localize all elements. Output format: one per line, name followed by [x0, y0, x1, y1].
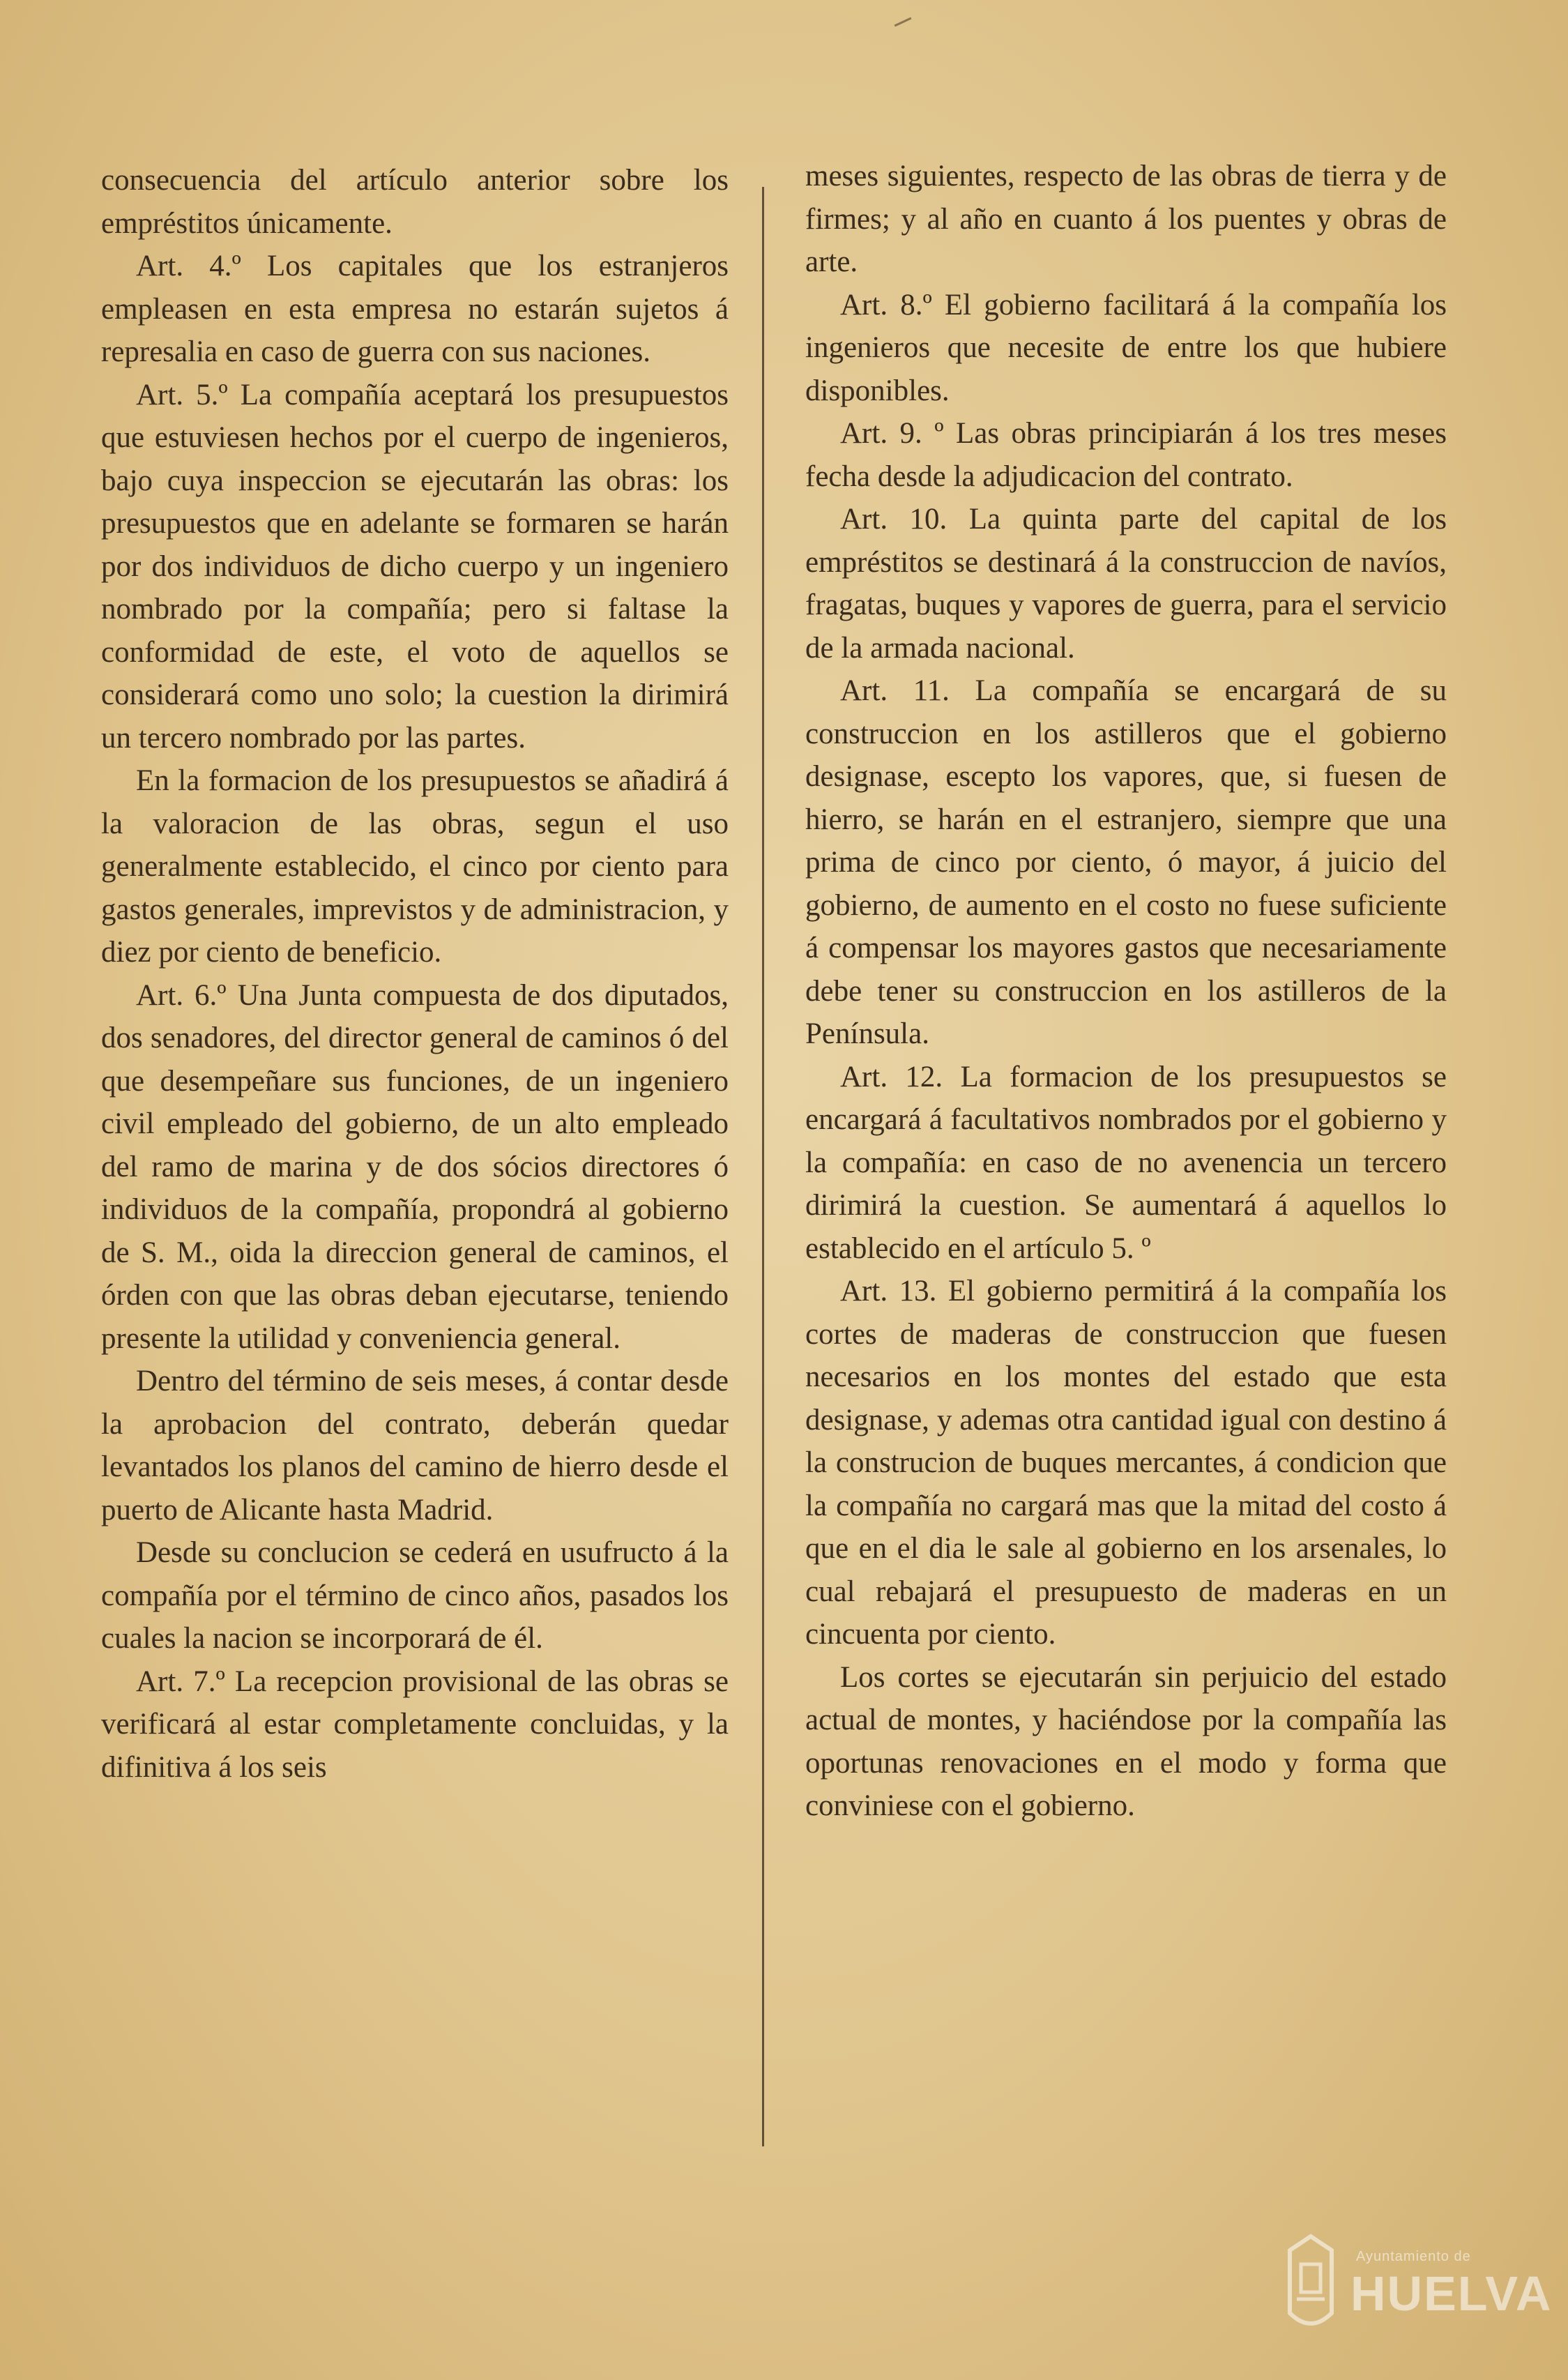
paragraph-art-13: Art. 13. El gobierno permitirá á la compañía los cortes de maderas de construccion que fuesen necesarios en los montes del estado que esta designase, y ademas otra cantidad igual con destino á la construcion de buques mercantes, á condicion que la compañía no cargará mas que la mitad del costo á que en el dia le sale al gobierno en los arsenales, lo cual rebajará el presupuesto de maderas en un cincuenta por ciento.	[805, 1275, 1447, 1651]
paragraph-art-7: Art. 7.º La recepcion provisional de las obras se verificará al estar completamente concluidas, y la difinitiva á los seis	[101, 1665, 729, 1784]
paragraph-art-8: Art. 8.º El gobierno facilitará á la compañía los ingenieros que necesite de entre los que hubiere disponibles.	[805, 288, 1447, 407]
paragraph: meses siguientes, respecto de las obras de tierra y de firmes; y al año en cuanto á los puentes y obras de arte.	[805, 160, 1447, 278]
paragraph-art-6: Art. 6.º Una Junta compuesta de dos diputados, dos senadores, del director general de caminos ó del que desempeñare sus funciones, de un ingeniero civil empleado del gobierno, de un alto empleado del ramo de marina y de dos sócios directores ó individuos de la compañía, propondrá al gobierno de S. M., oida la direccion general de caminos, el órden con que las obras deban ejecutarse, teniendo presente la utilidad y conveniencia general.	[101, 978, 729, 1355]
paragraph: En la formacion de los presupuestos se añadirá á la valoracion de las obras, segun el uso generalmente establecido, el cinco por ciento para gastos generales, imprevistos y de administracion, y diez por ciento de beneficio.	[101, 764, 729, 969]
paragraph-art-12: Art. 12. La formacion de los presupuestos se encargará á facultativos nombrados por el gobierno y la compañía: en caso de no avenencia un tercero dirimirá la cuestion. Se aumentará á aquellos lo establecido en el artículo 5. º	[805, 1060, 1447, 1265]
right-column	[805, 155, 1447, 1828]
paragraph-art-11: Art. 11. La compañía se encargará de su construccion en los astilleros que el gobierno designase, escepto los vapores, que, si fuesen de hierro, se harán en el estranjero, siempre que una prima de cinco por ciento, ó mayor, á juicio del gobierno, de aumento en el costo no fuese suficiente á compensar los mayores gastos que necesariamente debe tener su construccion en los astilleros de la Península.	[805, 674, 1447, 1050]
watermark-logo	[1272, 2221, 1553, 2350]
left-column	[101, 159, 729, 1789]
paragraph: Los cortes se ejecutarán sin perjuicio del estado actual de montes, y haciéndose por la compañía las oportunas renovaciones en el modo y forma que conviniese con el gobierno.	[805, 1660, 1447, 1822]
paragraph-art-10: Art. 10. La quinta parte del capital de los empréstitos se destinará á la construccion de navíos, fragatas, buques y vapores de guerra, para el servicio de la armada nacional.	[805, 503, 1447, 665]
print-mark	[895, 17, 912, 27]
column-divider	[762, 187, 764, 2146]
watermark-line2: HUELVA	[1350, 2266, 1553, 2321]
paragraph: consecuencia del artículo anterior sobre los empréstitos únicamente.	[101, 164, 729, 240]
paragraph-art-9: Art. 9. º Las obras principiarán á los tres meses fecha desde la adjudicacion del contrato.	[805, 417, 1447, 493]
paragraph: Desde su conclucion se cederá en usufructo á la compañía por el término de cinco años, pasados los cuales la nacion se incorporará de él.	[101, 1536, 729, 1655]
paragraph-art-5: Art. 5.º La compañía aceptará los presupuestos que estuviesen hechos por el cuerpo de ingenieros, bajo cuya inspeccion se ejecutarán las obras: los presupuestos que en adelante se formaren se harán por dos individuos de dicho cuerpo y un ingeniero nombrado por la compañía; pero si faltase la conformidad de este, el voto de aquellos se considerará como uno solo; la cuestion la dirimirá un tercero nombrado por las partes.	[101, 378, 729, 755]
paragraph: Dentro del término de seis meses, á contar desde la aprobacion del contrato, deberán quedar levantados los planos del camino de hierro desde el puerto de Alicante hasta Madrid.	[101, 1365, 729, 1526]
watermark-line1: Ayuntamiento de	[1356, 2249, 1471, 2264]
crest-icon	[1276, 2229, 1346, 2341]
paragraph-art-4: Art. 4.º Los capitales que los estranjeros empleasen en esta empresa no estarán sujetos á represalia en caso de guerra con sus naciones.	[101, 250, 729, 368]
